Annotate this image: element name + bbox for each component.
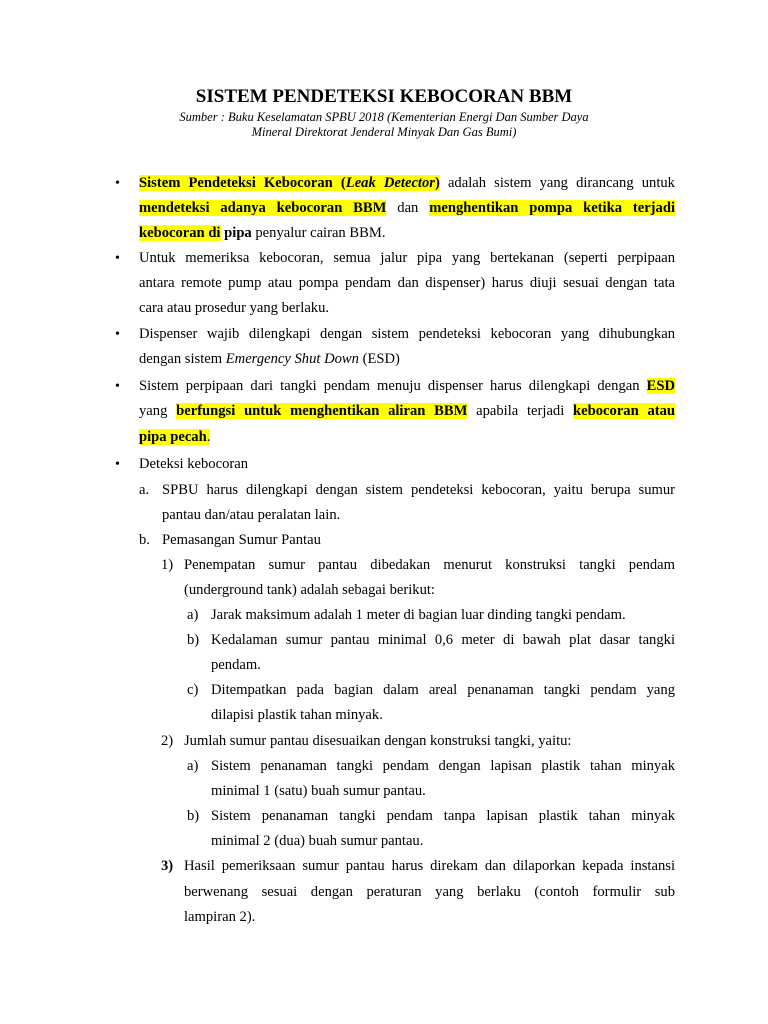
n2b-line-2: minimal 2 (dua) buah sumur pantau. [211, 833, 424, 849]
p2-line-2: antara remote pump atau pompa pendam dan dispenser) harus diuji sesuai dengan tata [139, 275, 675, 291]
source-citation [0, 110, 768, 140]
p1-line-1: Sistem Pendeteksi Kebocoran (Leak Detector) adalah sistem yang dirancang untuk [139, 175, 675, 191]
p2-line-1: Untuk memeriksa kebocoran, semua jalur pipa yang bertekanan (seperti perpipaan [139, 250, 675, 266]
n1a-line-1: Jarak maksimum adalah 1 meter di bagian luar dinding tangki pendam. [211, 607, 626, 623]
list-marker: a. [139, 482, 150, 498]
n3-line-3: lampiran 2). [184, 909, 256, 925]
bullet-icon: • [115, 176, 120, 191]
p2-line-3: cara atau prosedur yang berlaku. [139, 300, 330, 316]
n1-line-1: Penempatan sumur pantau dibedakan menurut konstruksi tangki pendam [184, 557, 675, 573]
bullet-icon: • [115, 457, 120, 472]
n3-line-2: berwenang sesuai dengan peraturan yang berlaku (contoh formulir sub [184, 884, 675, 900]
highlight: Sistem Pendeteksi Kebocoran (Leak Detector) [139, 175, 440, 191]
n2-line-1: Jumlah sumur pantau disesuaikan dengan konstruksi tangki, yaitu: [184, 733, 572, 749]
source-line-1: Sumber : Buku Keselamatan SPBU 2018 (Kementerian Energi Dan Sumber Daya [179, 110, 589, 124]
list-marker: 2) [161, 733, 174, 749]
source-line-2: Mineral Direktorat Jenderal Minyak Dan Gas Bumi) [251, 125, 517, 139]
p3-line-2: dengan sistem Emergency Shut Down (ESD) [139, 351, 400, 367]
item-a-line-2: pantau dan/atau peralatan lain. [162, 507, 341, 523]
list-marker: a) [187, 607, 199, 623]
p1-line-2: mendeteksi adanya kebocoran BBM dan menghentikan pompa ketika terjadi [139, 200, 676, 216]
highlight: pipa pecah. [139, 429, 211, 445]
highlight: kebocoran di [139, 225, 221, 241]
list-marker: b) [187, 632, 200, 648]
bullet-icon: • [115, 327, 120, 342]
list-marker: b. [139, 532, 150, 548]
p4-line-1: Sistem perpipaan dari tangki pendam menuju dispenser harus dilengkapi dengan ESD [139, 378, 675, 394]
highlight: kebocoran atau [573, 403, 676, 419]
n1c-line-2: dilapisi plastik tahan minyak. [211, 707, 383, 723]
item-b-line-1: Pemasangan Sumur Pantau [162, 532, 321, 548]
n1b-line-1: Kedalaman sumur pantau minimal 0,6 meter di bawah plat dasar tangki [211, 632, 675, 648]
p4-line-3 [139, 425, 210, 450]
p1-line-3: kebocoran di pipa penyalur cairan BBM. [139, 225, 386, 241]
list-marker: c) [187, 682, 199, 698]
page-title: SISTEM PENDETEKSI KEBOCORAN BBM [195, 86, 573, 107]
n2a-line-1: Sistem penanaman tangki pendam dengan lapisan plastik tahan minyak [211, 758, 675, 774]
bullet-icon: • [115, 251, 120, 266]
n2b-line-1: Sistem penanaman tangki pendam tanpa lapisan plastik tahan minyak [211, 808, 675, 824]
n1c-line-1: Ditempatkan pada bagian dalam areal penanaman tangki pendam yang [211, 682, 675, 698]
bullet-icon: • [115, 379, 120, 394]
list-marker: a) [187, 758, 199, 774]
highlight: berfungsi untuk menghentikan aliran BBM [176, 403, 468, 419]
n1b-line-2: pendam. [211, 657, 261, 673]
p3-line-1: Dispenser wajib dilengkapi dengan sistem pendeteksi kebocoran yang dihubungkan [139, 326, 675, 342]
list-marker: 1) [161, 557, 174, 573]
list-marker: b) [187, 808, 200, 824]
p4-line-2: yang berfungsi untuk menghentikan aliran BBM apabila terjadi kebocoran atau [139, 403, 676, 419]
n3-line-1: Hasil pemeriksaan sumur pantau harus direkam dan dilaporkan kepada instansi [184, 858, 675, 874]
highlight: mendeteksi adanya kebocoran BBM [139, 200, 387, 216]
list-marker: 3) [161, 858, 174, 874]
n2a-line-2: minimal 1 (satu) buah sumur pantau. [211, 783, 426, 799]
n1-line-2: (underground tank) adalah sebagai berikut: [184, 582, 435, 598]
item-a-line-1: SPBU harus dilengkapi dengan sistem pendeteksi kebocoran, yaitu berupa sumur [162, 482, 675, 498]
highlight: ESD [646, 378, 675, 394]
highlight: menghentikan pompa ketika terjadi [429, 200, 676, 216]
p5-line-1: Deteksi kebocoran [139, 456, 249, 472]
